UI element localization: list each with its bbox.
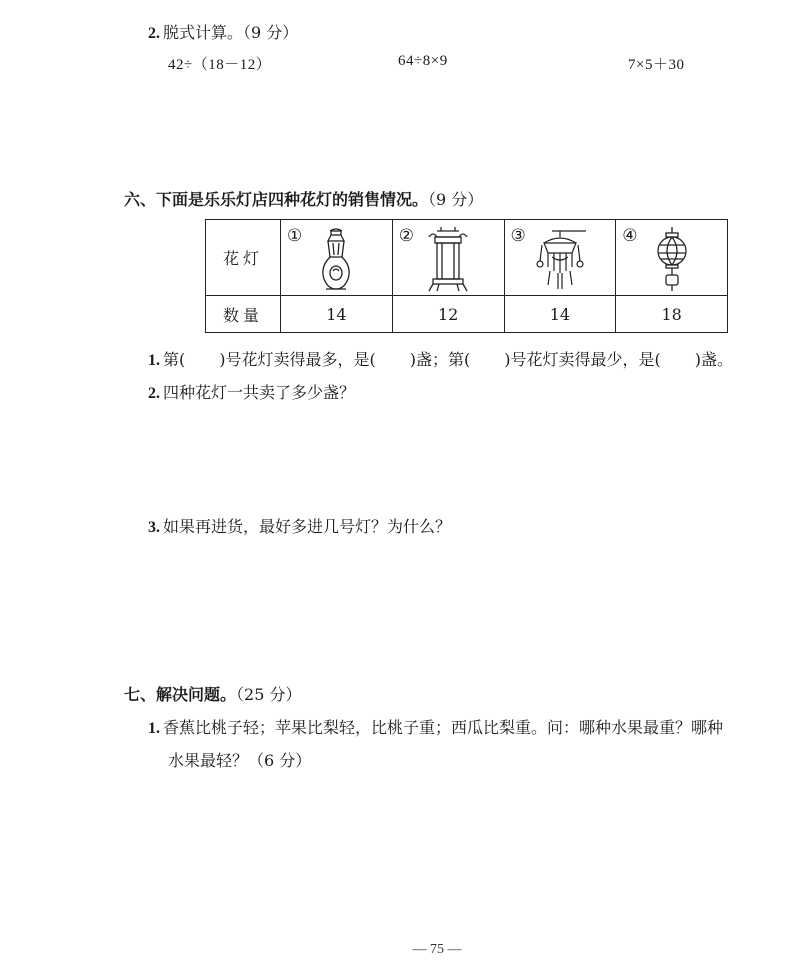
lantern-mark-1: ① (287, 226, 303, 246)
section6-score: （9 分） (428, 190, 484, 209)
quantity-1: 14 (281, 296, 393, 333)
table-row-lanterns (206, 220, 728, 296)
quantity-4: 18 (616, 296, 728, 333)
q1-text-part4: )号花灯卖得最少，是( (504, 350, 661, 369)
calc-title: 脱式计算。 (163, 23, 244, 42)
section7-question-1-line2: 水果最轻？（6 分） (168, 751, 312, 770)
lantern-cell-1 (281, 220, 393, 296)
s7-q1-number: 1. (148, 720, 160, 737)
section7-question-1-line1 (148, 715, 723, 738)
expression-2: 64÷8×9 (398, 53, 448, 69)
expression-3: 7×5＋30 (628, 57, 685, 73)
expression-1: 42÷（18－12） (168, 57, 272, 73)
lantern-mark-2: ② (398, 226, 414, 246)
calc-heading (148, 20, 298, 43)
q2-text: 四种花灯一共卖了多少盏？ (163, 383, 356, 402)
calc-score: （9 分） (243, 23, 299, 42)
q2-number: 2. (148, 385, 160, 402)
table-row-quantity (206, 296, 728, 333)
lantern-4-icon (652, 227, 692, 293)
q1-number: 1. (148, 352, 160, 369)
lantern-cell-2 (392, 220, 504, 296)
lantern-mark-3: ③ (510, 226, 526, 246)
lantern-1-icon (316, 227, 356, 293)
q1-text-part2: )号花灯卖得最多，是( (219, 350, 376, 369)
lantern-2-icon (423, 227, 473, 293)
q3-number: 3. (148, 519, 160, 536)
lantern-mark-4: ④ (622, 226, 638, 246)
section6-question-2 (148, 380, 355, 403)
section7-heading (124, 682, 301, 705)
lantern-sales-table (205, 219, 728, 333)
lantern-cell-3 (504, 220, 616, 296)
section6-question-1 (148, 347, 733, 370)
q3-text: 如果再进货，最好多进几号灯？为什么？ (163, 517, 452, 536)
quantity-3: 14 (504, 296, 616, 333)
quantity-2: 12 (392, 296, 504, 333)
lantern-3-icon (532, 227, 588, 293)
section6-title: 六、下面是乐乐灯店四种花灯的销售情况。 (124, 190, 429, 209)
q1-text-part3: )盏；第( (409, 350, 471, 369)
section7-score: （25 分） (236, 685, 302, 704)
row-header-quantity: 数量 (206, 296, 281, 333)
row-header-lantern: 花灯 (206, 220, 281, 296)
s7-q1-line1: 香蕉比桃子轻；苹果比梨轻，比桃子重；西瓜比梨重。问：哪种水果最重？哪种 (163, 718, 724, 737)
section7-title: 七、解决问题。 (124, 685, 237, 704)
q1-text-part1: 第( (163, 350, 186, 369)
lantern-cell-4 (616, 220, 728, 296)
q1-text-part5: )盏。 (694, 350, 733, 369)
calc-number: 2. (148, 25, 160, 42)
page-number: — 75 — (412, 942, 462, 957)
section6-heading (124, 187, 483, 210)
section6-question-3 (148, 514, 451, 537)
